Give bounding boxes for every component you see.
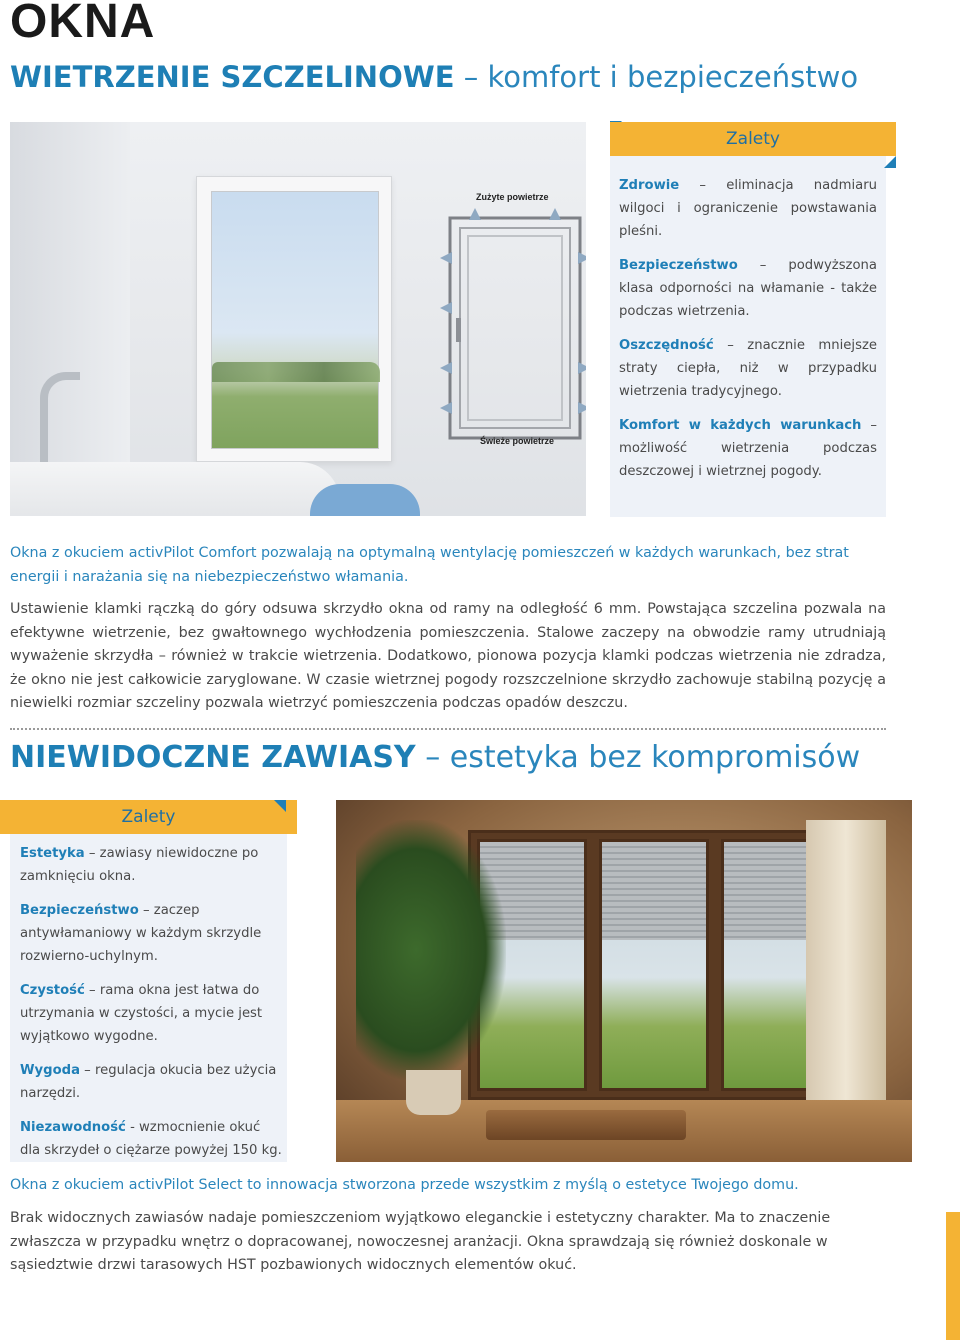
panel-corner [274,800,286,812]
wooden-window [468,830,840,1100]
advantage-item: Wygoda – regulacja okucia bez użycia narzędzi. [20,1063,277,1101]
towel [310,484,420,516]
advantages-panel-2 [10,800,287,1162]
advantage-item: Oszczędność – znacznie mniejsze straty ciepła, niż w przypadku wietrzenia tradycyjnego. [619,338,877,399]
panel-corner [884,156,896,168]
advantage-item: Zdrowie – eliminacja nadmiaru wilgoci i ograniczenie powstawania pleśni. [619,178,877,239]
heading-light: – komfort i bezpieczeństwo [463,60,859,94]
section-heading-zawiasy [10,740,860,775]
page-edge-tab [946,1212,960,1340]
section2-intro: Okna z okuciem activPilot Select to innowacja stworzona przede wszystkim z myślą o estetyce Twojego domu. [10,1177,799,1193]
plant-pot [406,1070,461,1115]
section-divider [10,728,886,730]
heading-strong: WIETRZENIE SZCZELINOWE [10,60,455,94]
heading-light: – estetyka bez kompromisów [425,740,861,775]
advantages-list [619,174,877,494]
label-fresh-air: Świeże powietrze [480,436,555,446]
heading-strong: NIEWIDOCZNE ZAWIASY [10,740,416,775]
sink-basin [10,462,340,516]
advantage-item: Czystość – rama okna jest łatwa do utrzymania w czystości, a mycie jest wyjątkowo wygodne. [20,983,263,1044]
bathroom-window-photo [10,122,586,516]
advantage-item: Komfort w każdych warunkach – możliwość wietrzenia podczas deszczowej i wietrznej pogody. [619,418,877,479]
advantages-list [20,842,282,1173]
advantages-title: Zalety [0,800,297,834]
section1-body: Ustawienie klamki rączką do góry odsuwa skrzydło okna od ramy na odległość 6 mm. Powstająca szczelina pozwala na efektywne wietrzenie, bez gwałtownego wychłodzenia pomieszczenia. Stalowe zaczepy na obwodzie ramy utrudniają wyważenie skrzydła – również w trakcie wietrzenia. Dodatkowo, pionowa pozycja klamki podczas wietrzenia nie zdradza, że okno nie jest całkowicie zaryglowane. W czasie wietrznej pogody rozszczelnione skrzydło zachowuje stabilną pozycję a niewielki rozmiar szczeliny pozwala wietrzyć pomieszczenia podczas opadów deszczu. [10,601,886,711]
curtain [806,820,886,1120]
window-frame [196,176,392,462]
advantage-item: Estetyka – zawiasy niewidoczne po zamknięciu okna. [20,846,259,884]
houseplant [356,820,506,1080]
advantages-title: Zalety [610,122,896,156]
advantage-item: Bezpieczeństwo – podwyższona klasa odporności na włamanie - także podczas wietrzenia. [619,258,877,319]
advantages-panel-1 [610,122,886,517]
living-room-window-photo [336,800,912,1162]
advantage-item: Bezpieczeństwo – zaczep antywłamaniowy w każdym skrzydle rozwierno-uchylnym. [20,903,262,964]
ventilation-diagram [440,208,586,448]
section1-intro: Okna z okuciem activPilot Comfort pozwalają na optymalną wentylację pomieszczeń w każdych warunkach, bez strat energii i narażania się na niebezpieczeństwo włamania. [10,545,849,585]
section2-body: Brak widocznych zawiasów nadaje pomieszczeniom wyjątkowo eleganckie i estetyczny charakter. Ma to znaczenie zwłaszcza w przypadku wnętrz o dopracowanej, nowoczesnej aranżacji. Okna sprawdzają się również doskonale w sąsiedztwie drzwi tarasowych HST pozbawionych widocznych elementów okuć. [10,1210,831,1273]
advantage-item: Niezawodność - wzmocnienie okuć dla skrzydeł o ciężarze powyżej 150 kg. [20,1120,282,1158]
coffee-table [486,1110,686,1140]
label-used-air: Zużyte powietrze [476,192,549,202]
section-heading-wietrzenie [10,60,858,94]
page-title: OKNA [10,0,156,48]
